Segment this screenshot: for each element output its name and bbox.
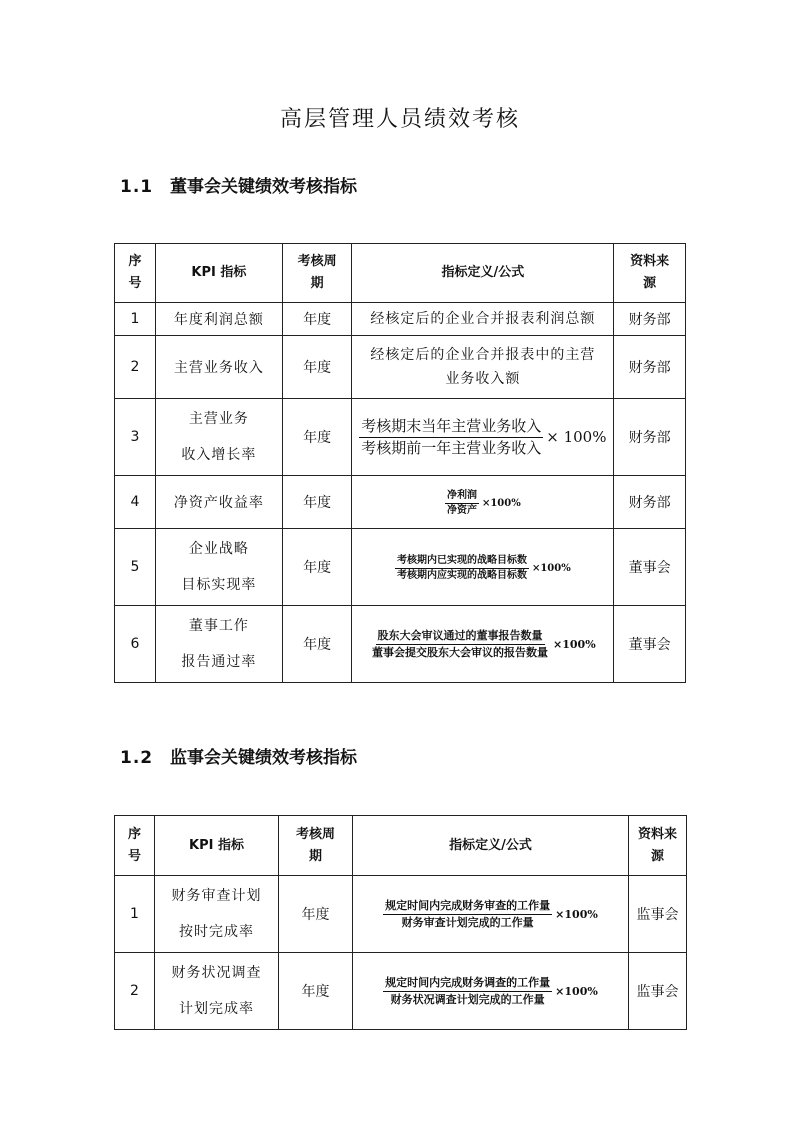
row-number: 1 [115, 303, 156, 336]
formula-numerator: 净利润 [445, 489, 479, 504]
formula-denominator: 董事会提交股东大会审议的报告数量 [372, 646, 549, 659]
data-source: 董事会 [614, 529, 686, 606]
data-source: 财务部 [614, 476, 686, 529]
kpi-name: 财务状况调查 计划完成率 [155, 953, 279, 1030]
assessment-cycle: 年度 [282, 606, 352, 683]
formula-denominator: 考核期内应实现的战略目标数 [396, 570, 527, 581]
data-source: 财务部 [614, 336, 686, 399]
kpi-name: 年度利润总额 [155, 303, 282, 336]
kpi-definition: 经核定后的企业合并报表中的主营 业务收入额 [352, 336, 614, 399]
kpi-name: 主营业务收入 [155, 336, 282, 399]
fraction-formula [445, 489, 521, 518]
section-number: 1.1 [120, 177, 154, 197]
kpi-name: 企业战略 目标实现率 [155, 529, 282, 606]
kpi-name: 董事工作 报告通过率 [155, 606, 282, 683]
board-kpi-table [114, 243, 686, 683]
row-number: 1 [115, 876, 155, 953]
formula-denominator: 净资产 [446, 505, 477, 516]
formula-denominator: 财务状况调查计划完成的工作量 [390, 993, 545, 1006]
fraction-formula [383, 898, 598, 931]
formula-numerator: 股东大会审议通过的董事报告数量 [376, 628, 545, 645]
table-row [115, 399, 686, 476]
row-number: 5 [115, 529, 156, 606]
row-number: 6 [115, 606, 156, 683]
header-cycle: 考核周 期 [279, 816, 353, 876]
formula-multiplier: ×100% [481, 498, 521, 509]
section-heading-board [120, 172, 357, 197]
table-row [115, 606, 686, 683]
table-row [115, 336, 686, 399]
formula-denominator: 财务审查计划完成的工作量 [401, 916, 534, 929]
formula-multiplier: ×100% [553, 638, 596, 651]
header-kpi: KPI 指标 [155, 816, 279, 876]
formula-multiplier: × 100% [546, 428, 607, 446]
table-row [115, 876, 687, 953]
header-kpi: KPI 指标 [155, 244, 282, 303]
kpi-formula [352, 476, 614, 529]
kpi-formula [353, 953, 629, 1030]
section-heading-supervisory [120, 743, 357, 768]
kpi-formula [352, 399, 614, 476]
header-definition: 指标定义/公式 [352, 244, 614, 303]
section-title: 董事会关键绩效考核指标 [170, 177, 357, 197]
formula-numerator: 规定时间内完成财务审查的工作量 [383, 898, 552, 915]
data-source: 财务部 [614, 303, 686, 336]
fraction-formula [359, 416, 606, 459]
data-source: 董事会 [614, 606, 686, 683]
assessment-cycle: 年度 [282, 303, 352, 336]
row-number: 4 [115, 476, 156, 529]
section-number: 1.2 [120, 748, 154, 768]
supervisory-kpi-table [114, 815, 687, 1030]
header-no: 序 号 [115, 244, 156, 303]
formula-numerator: 规定时间内完成财务调查的工作量 [383, 975, 552, 992]
kpi-formula [352, 606, 614, 683]
header-cycle: 考核周 期 [282, 244, 352, 303]
header-source: 资料来 源 [629, 816, 687, 876]
kpi-formula [353, 876, 629, 953]
table-row [115, 476, 686, 529]
kpi-name: 财务审查计划 按时完成率 [155, 876, 279, 953]
table-row [115, 953, 687, 1030]
row-number: 2 [115, 953, 155, 1030]
assessment-cycle: 年度 [279, 953, 353, 1030]
data-source: 财务部 [614, 399, 686, 476]
kpi-name: 净资产收益率 [155, 476, 282, 529]
assessment-cycle: 年度 [279, 876, 353, 953]
table-header-row [115, 244, 686, 303]
table-row [115, 303, 686, 336]
section-title: 监事会关键绩效考核指标 [170, 748, 357, 768]
data-source: 监事会 [629, 953, 687, 1030]
row-number: 2 [115, 336, 156, 399]
fraction-formula [395, 554, 571, 583]
table-header-row [115, 816, 687, 876]
kpi-name: 主营业务 收入增长率 [155, 399, 282, 476]
document-title: 高层管理人员绩效考核 [279, 107, 520, 132]
assessment-cycle: 年度 [282, 336, 352, 399]
header-definition: 指标定义/公式 [353, 816, 629, 876]
formula-numerator: 考核期末当年主营业务收入 [359, 416, 543, 438]
kpi-definition: 经核定后的企业合并报表利润总额 [352, 303, 614, 336]
fraction-formula [370, 628, 596, 661]
assessment-cycle: 年度 [282, 399, 352, 476]
fraction-formula [383, 975, 598, 1008]
header-source: 资料来 源 [614, 244, 686, 303]
formula-multiplier: ×100% [531, 563, 571, 574]
formula-multiplier: ×100% [555, 908, 598, 921]
formula-numerator: 考核期内已实现的战略目标数 [395, 554, 529, 569]
row-number: 3 [115, 399, 156, 476]
kpi-formula [352, 529, 614, 606]
data-source: 监事会 [629, 876, 687, 953]
assessment-cycle: 年度 [282, 529, 352, 606]
formula-multiplier: ×100% [555, 985, 598, 998]
formula-denominator: 考核期前一年主营业务收入 [361, 438, 542, 457]
assessment-cycle: 年度 [282, 476, 352, 529]
header-no: 序 号 [115, 816, 155, 876]
table-row [115, 529, 686, 606]
